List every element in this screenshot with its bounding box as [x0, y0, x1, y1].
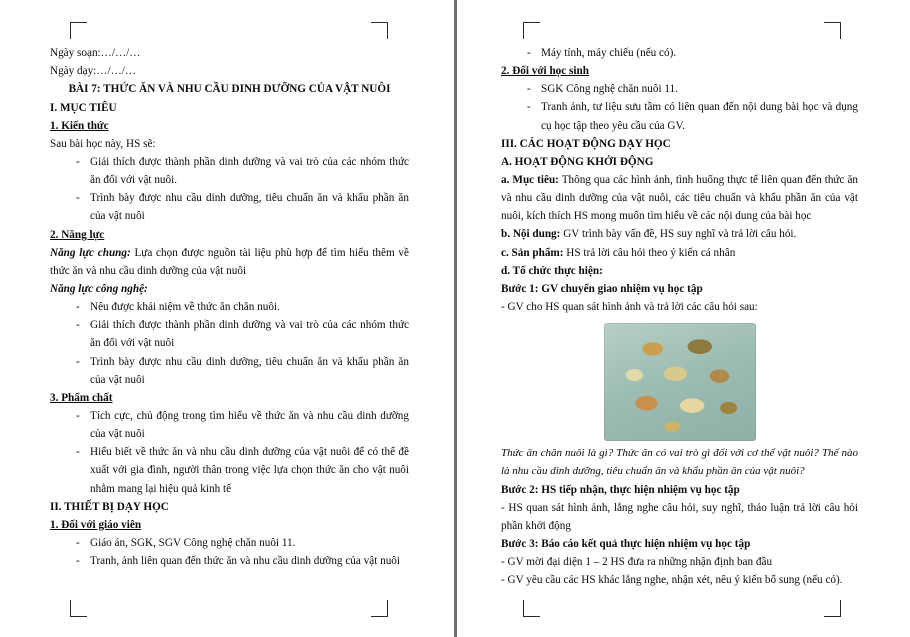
- list-item: - SGK Công nghệ chăn nuôi 11.: [501, 80, 858, 98]
- kien-thuc-lead: Sau bài học này, HS sẽ:: [50, 137, 156, 150]
- list-item: - Tích cực, chủ động trong tìm hiểu về thức ăn và nhu cầu dinh dưỡng của vật nuôi: [50, 407, 409, 443]
- list-item: - Trình bày được nhu cầu dinh dưỡng, tiêu chuẩn ăn và khẩu phần ăn của vật nuôi: [50, 353, 409, 389]
- list-item: - Giải thích được thành phần dinh dưỡng và vai trò của các nhóm thức ăn đối với vật nuôi: [50, 316, 409, 352]
- heading-hoat-dong-khoi-dong: A. HOẠT ĐỘNG KHỞI ĐỘNG: [501, 155, 654, 168]
- heading-buoc-1: Bước 1: GV chuyển giao nhiệm vụ học tập: [501, 282, 703, 295]
- heading-cac-hoat-dong-day-hoc: III. CÁC HOẠT ĐỘNG DẠY HỌC: [501, 137, 671, 150]
- figure-caption: Thức ăn chăn nuôi là gì? Thức ăn có vai trò gì đối với cơ thể vật nuôi? Thế nào là nhu cầu dinh dưỡng, tiêu chuẩn ăn và khẩu phần ăn của vật nuôi?: [501, 447, 858, 477]
- buoc-1-text: - GV cho HS quan sát hình ảnh và trả lời các câu hỏi sau:: [501, 300, 758, 313]
- list-item: - Trình bày được nhu cầu dinh dưỡng, tiêu chuẩn ăn và khẩu phần ăn của vật nuôi: [50, 189, 409, 225]
- crop-mark-bottom-right-left-page: [371, 600, 388, 617]
- nang-luc-chung-text: Lựa chọn được nguồn tài liệu phù hợp để tìm hiểu thêm về thức ăn và nhu cầu dinh dưỡng của vật nuôi: [50, 246, 409, 277]
- page-gutter: [454, 0, 457, 637]
- list-item: - Giải thích được thành phần dinh dưỡng và vai trò của các nhóm thức ăn đối với vật nuôi.: [50, 153, 409, 189]
- doi-voi-giao-vien-list: [50, 534, 409, 570]
- list-item: - Tranh ảnh, tư liệu sưu tầm có liên quan đến nội dung bài học và dụng cụ học tập theo yêu cầu của GV.: [501, 98, 858, 134]
- list-item: - Máy tính, máy chiếu (nếu có).: [501, 44, 858, 62]
- muc-tieu-label: a. Mục tiêu:: [501, 173, 559, 186]
- pham-chat-list: [50, 407, 409, 498]
- doi-voi-hoc-sinh-list: [501, 80, 858, 134]
- heading-buoc-3: Bước 3: Báo cáo kết quả thực hiện nhiệm vụ học tập: [501, 538, 751, 551]
- san-pham-text: HS trả lời câu hỏi theo ý kiến cá nhân: [563, 246, 736, 259]
- page-right-body: [501, 44, 858, 590]
- animal-feed-photo: [604, 323, 756, 441]
- nang-luc-chung-label: Năng lực chung:: [50, 246, 131, 259]
- heading-buoc-2: Bước 2: HS tiếp nhận, thực hiện nhiệm vụ học tập: [501, 483, 740, 496]
- crop-mark-top-right-right-page: [824, 22, 841, 39]
- nang-luc-cong-nghe-list: [50, 298, 409, 389]
- buoc-3-line-2: - GV yêu cầu các HS khác lắng nghe, nhận xét, nêu ý kiến bổ sung (nếu có).: [501, 574, 843, 587]
- page-right: [455, 0, 910, 637]
- heading-doi-voi-giao-vien: 1. Đối với giáo viên: [50, 518, 142, 531]
- heading-nang-luc-cong-nghe: Năng lực công nghệ:: [50, 283, 148, 296]
- crop-mark-top-left: [70, 22, 87, 39]
- noi-dung-text: GV trình bày vấn đề, HS suy nghĩ và trả lời câu hỏi.: [560, 228, 797, 241]
- noi-dung-paragraph: [501, 225, 858, 243]
- crop-mark-bottom-left-right-page: [523, 600, 540, 617]
- crop-mark-top-left-right-page: [523, 22, 540, 39]
- crop-mark-bottom-left: [70, 600, 87, 617]
- heading-thiet-bi-day-hoc: II. THIẾT BỊ DẠY HỌC: [50, 500, 169, 513]
- muc-tieu-text: Thông qua các hình ảnh, tình huống thực tế liên quan đến thức ăn và nhu cầu dinh dưỡng của vật nuôi, các tiêu chuẩn và khẩu phần ăn của vật nuôi, kích thích HS mong muốn tìm hiểu về các nội dung của bài học: [501, 173, 859, 223]
- san-pham-label: c. Sản phẩm:: [501, 246, 564, 259]
- muc-tieu-paragraph: [501, 171, 858, 225]
- list-item: - Hiểu biết về thức ăn và nhu cầu dinh dưỡng của vật nuôi để có thể đề xuất với gia đình, người thân trong việc lựa chọn thức ăn cho vật nuôi nhằm mang lại hiệu quả kinh tế: [50, 443, 409, 497]
- heading-muc-tieu: I. MỤC TIÊU: [50, 101, 117, 114]
- list-item: - Tranh, ảnh liên quan đến thức ăn và nhu cầu dinh dưỡng của vật nuôi: [50, 552, 409, 570]
- header-line-ngay-soan: Ngày soạn:…/…/…: [50, 47, 141, 59]
- buoc-3-line-1: - GV mời đại diện 1 – 2 HS đưa ra những nhận định ban đầu: [501, 556, 773, 569]
- page-left-body: [50, 44, 409, 570]
- kien-thuc-list: [50, 153, 409, 226]
- heading-nang-luc: 2. Năng lực: [50, 228, 105, 241]
- header-line-ngay-day: Ngày dạy:…/…/…: [50, 65, 137, 78]
- buoc-2-text: - HS quan sát hình ảnh, lắng nghe câu hỏi, suy nghĩ, thảo luận trả lời câu hỏi phần khởi động: [501, 501, 858, 533]
- continued-list: [501, 44, 858, 62]
- lesson-title: BÀI 7: THỨC ĂN VÀ NHU CẦU DINH DƯỠNG CỦA VẬT NUÔI: [68, 83, 391, 96]
- list-item: - Nêu được khái niệm về thức ăn chăn nuôi.: [50, 298, 409, 316]
- list-item: - Giáo án, SGK, SGV Công nghệ chăn nuôi 11.: [50, 534, 409, 552]
- heading-pham-chat: 3. Phẩm chất: [50, 391, 113, 404]
- crop-mark-top-right-left-page: [371, 22, 388, 39]
- crop-mark-bottom-right-right-page: [824, 600, 841, 617]
- noi-dung-label: b. Nội dung:: [501, 228, 561, 241]
- to-chuc-thuc-hien-label: d. Tổ chức thực hiện:: [501, 264, 603, 277]
- heading-doi-voi-hoc-sinh: 2. Đối với học sinh: [501, 65, 589, 78]
- nang-luc-chung-paragraph: [50, 244, 409, 280]
- san-pham-paragraph: [501, 244, 858, 262]
- heading-kien-thuc: 1. Kiến thức: [50, 119, 109, 132]
